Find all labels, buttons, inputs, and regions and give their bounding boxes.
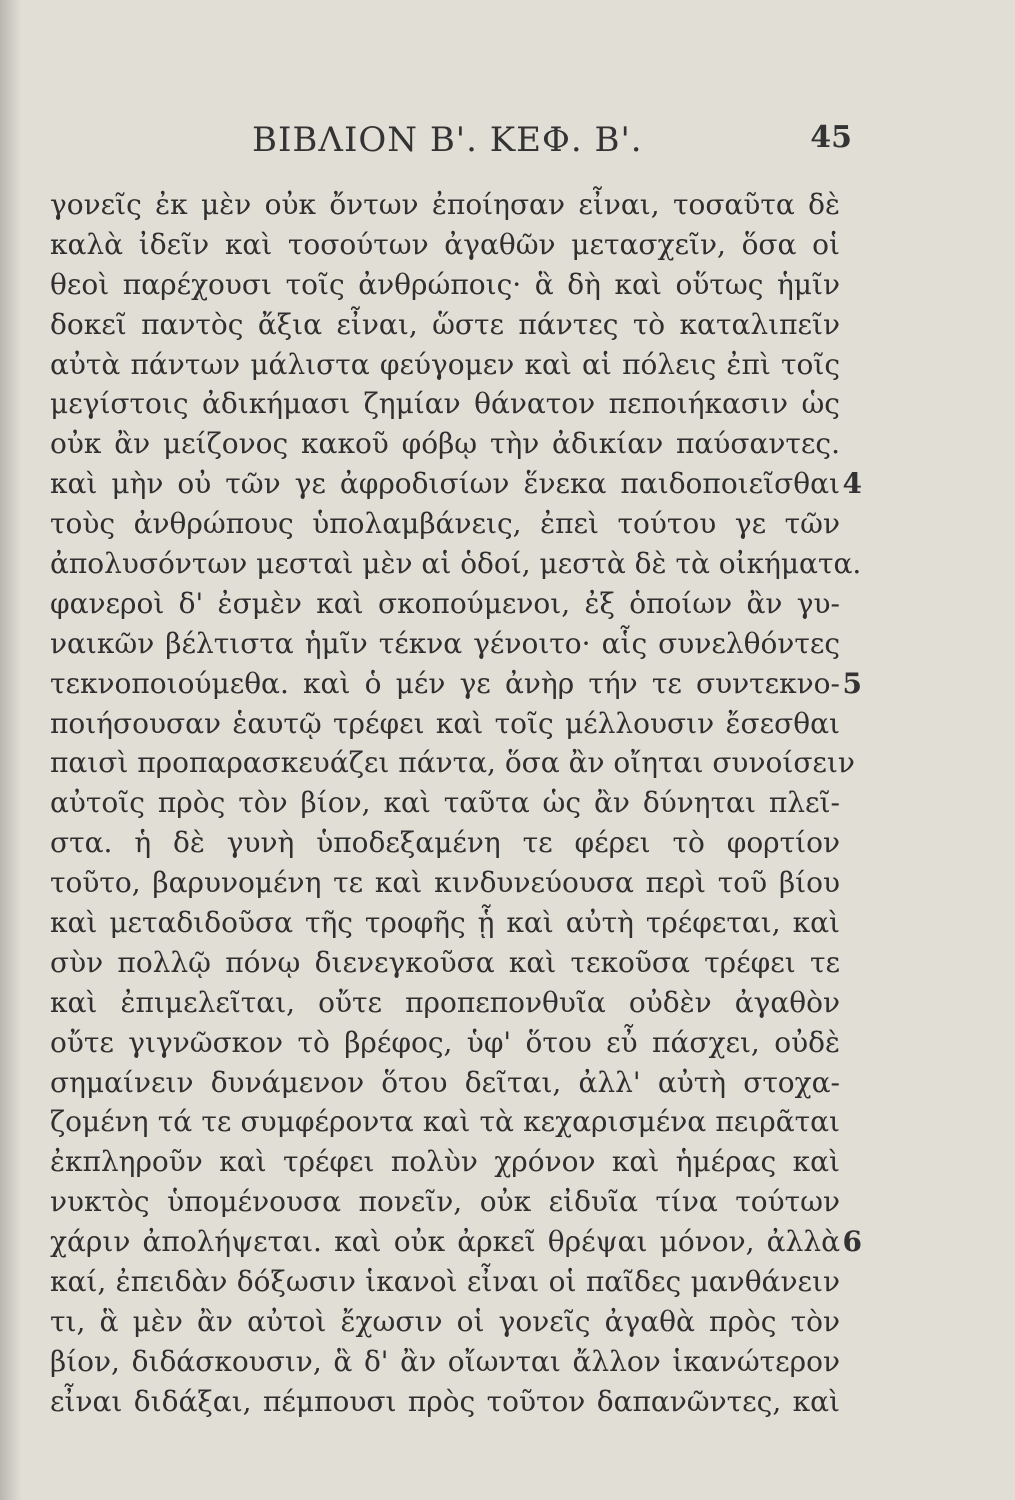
text-line: ἐκπληροῦν καὶ τρέφει πολὺν χρόνον καὶ ἡμέρας καὶ [50,1145,840,1179]
text-line: θεοὶ παρέχουσι τοῖς ἀνθρώποις· ἃ δὴ καὶ οὕτως ἡμῖν [50,267,840,301]
text-line: ἀπολυσόντων μεσταὶ μὲν αἱ ὁδοί, μεστὰ δὲ τὰ οἰκήματα. [50,547,862,581]
section-number: 5 [842,666,862,700]
page-number: 45 [810,120,852,155]
text-line: χάριν ἀπολήψεται. καὶ οὐκ ἀρκεῖ θρέψαι μόνον, ἀλλὰ 6 [50,1222,840,1262]
text-line: ζομένη τά τε συμφέροντα καὶ τὰ κεχαρισμένα πειρᾶται [50,1105,840,1139]
page-header [252,120,852,170]
running-head: ΒΙΒΛΙΟΝ Β'. ΚΕΦ. Β'. [252,120,643,160]
text-line: δοκεῖ παντὸς ἄξια εἶναι, ὥστε πάντες τὸ καταλιπεῖν [50,307,840,341]
text-line: οὔτε γιγνῶσκον τὸ βρέφος, ὑφ' ὅτου εὖ πάσχει, οὐδὲ [50,1025,840,1059]
text-line: καλὰ ἰδεῖν καὶ τοσούτων ἀγαθῶν μετασχεῖν, ὅσα οἱ [50,227,840,261]
text-line: στα. ἡ δὲ γυνὴ ὑποδεξαμένη τε φέρει τὸ φορτίον [50,826,840,860]
text-line: εἶναι διδάξαι, πέμπουσι πρὸς τοῦτον δαπανῶντες, καὶ [50,1384,840,1418]
text-line: νυκτὸς ὑπομένουσα πονεῖν, οὐκ εἰδυῖα τίνα τούτων [50,1185,840,1219]
text-line: καὶ ἐπιμελεῖται, οὔτε προπεπονθυῖα οὐδὲν ἀγαθὸν [50,985,840,1019]
section-number: 6 [842,1225,862,1259]
text-line: αὐτὰ πάντων μάλιστα φεύγομεν καὶ αἱ πόλεις ἐπὶ τοῖς [50,347,840,381]
text-line: τοὺς ἀνθρώπους ὑπολαμβάνεις, ἐπεὶ τούτου γε τῶν [50,507,840,541]
text-line: τεκνοποιούμεθα. καὶ ὁ μέν γε ἀνὴρ τήν τε συντεκνο- 5 [50,664,840,704]
text-line: ναικῶν βέλτιστα ἡμῖν τέκνα γένοιτο· αἷς συνελθόντες [50,626,840,660]
text-line: καὶ μὴν οὐ τῶν γε ἀφροδισίων ἕνεκα παιδοποιεῖσθαι 4 [50,464,840,504]
text-line: τι, ἃ μὲν ἂν αὐτοὶ ἔχωσιν οἱ γονεῖς ἀγαθὰ πρὸς τὸν [50,1304,840,1338]
text-line: καὶ μεταδιδοῦσα τῆς τροφῆς ᾗ καὶ αὐτὴ τρέφεται, καὶ [50,906,840,940]
text-line: σὺν πολλῷ πόνῳ διενεγκοῦσα καὶ τεκοῦσα τρέφει τε [50,945,840,979]
text-line: οὐκ ἂν μείζονος κακοῦ φόβῳ τὴν ἀδικίαν παύσαντες. [50,427,840,461]
text-line: φανεροὶ δ' ἐσμὲν καὶ σκοπούμενοι, ἐξ ὁποίων ἂν γυ- [50,586,840,620]
text-line: σημαίνειν δυνάμενον ὅτου δεῖται, ἀλλ' αὐτὴ στοχα- [50,1065,840,1099]
text-line: καί, ἐπειδὰν δόξωσιν ἱκανοὶ εἶναι οἱ παῖδες μανθάνειν [50,1265,840,1299]
text-line: μεγίστοις ἀδικήμασι ζημίαν θάνατον πεποιήκασιν ὡς [50,387,840,421]
text-line: γονεῖς ἐκ μὲν οὐκ ὄντων ἐποίησαν εἶναι, τοσαῦτα δὲ [50,188,840,221]
text-line: παισὶ προπαρασκευάζει πάντα, ὅσα ἂν οἴηται συνοίσειν [50,746,855,780]
text-line: ποιήσουσαν ἑαυτῷ τρέφει καὶ τοῖς μέλλουσιν ἔσεσθαι [50,706,840,740]
section-number: 4 [842,467,862,501]
text-line: βίον, διδάσκουσιν, ἃ δ' ἂν οἴωνται ἄλλον ἱκανώτερον [50,1344,840,1378]
body-text [50,185,862,1422]
page-gutter-shadow [0,0,22,1500]
text-line: τοῦτο, βαρυνομένη τε καὶ κινδυνεύουσα περὶ τοῦ βίου [50,866,840,900]
text-line: αὐτοῖς πρὸς τὸν βίον, καὶ ταῦτα ὡς ἂν δύνηται πλεῖ- [50,786,840,820]
